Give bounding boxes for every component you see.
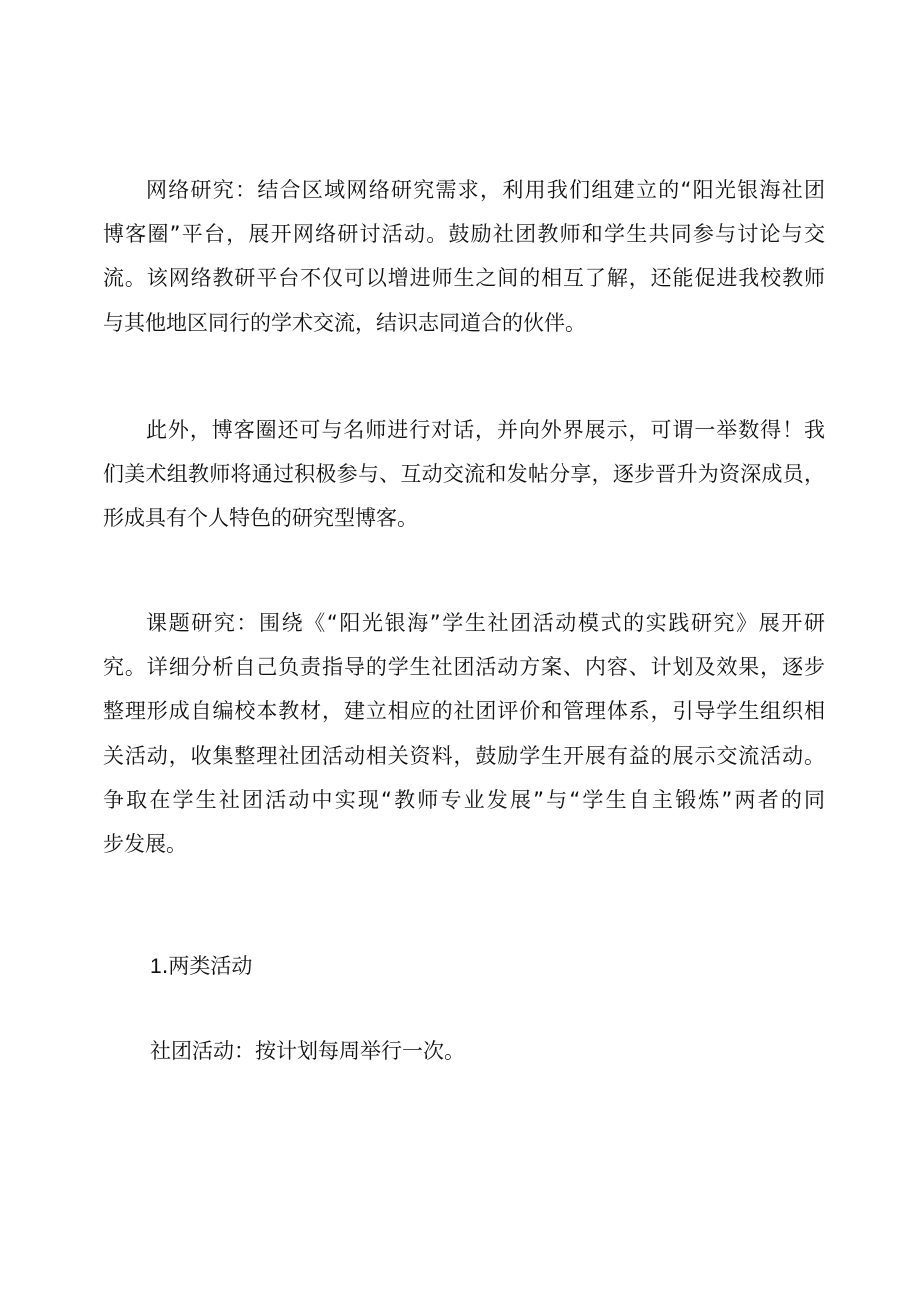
- paragraph-line: 流。该网络教研平台不仅可以增进师生之间的相互了解，还能促进我校教师: [103, 266, 825, 291]
- paragraph-line: 们美术组教师将通过积极参与、互动交流和发帖分享，逐步晋升为资深成员，: [103, 462, 825, 487]
- section-number-dot: .: [161, 954, 169, 978]
- paragraph-line: 此外，博客圈还可与名师进行对话，并向外界展示，可谓一举数得！我: [146, 418, 825, 442]
- paragraph-blog-circle: [103, 408, 825, 541]
- paragraph-line: 与其他地区同行的学术交流，结识志同道合的伙伴。: [103, 310, 586, 335]
- paragraph-network-research: [103, 168, 825, 345]
- section-title: 两类活动: [168, 954, 253, 978]
- paragraph-line: 形成具有个人特色的研究型博客。: [103, 506, 418, 531]
- paragraph-line: 争取在学生社团活动中实现“教师专业发展”与“学生自主锻炼”两者的同: [103, 787, 825, 812]
- paragraph-line: 关活动，收集整理社团活动相关资料，鼓励学生开展有益的展示交流活动。: [103, 743, 825, 768]
- paragraph-line: 网络研究：结合区域网络研究需求，利用我们组建立的“阳光银海社团: [146, 178, 825, 202]
- section-number: 1: [150, 955, 162, 978]
- paragraph-line: 整理形成自编校本教材，建立相应的社团评价和管理体系，引导学生组织相: [103, 699, 825, 724]
- paragraph-topic-research: [103, 601, 825, 866]
- section-heading: [150, 948, 252, 985]
- paragraph-line: 步发展。: [103, 832, 187, 857]
- paragraph-line: 博客圈”平台，展开网络研讨活动。鼓励社团教师和学生共同参与讨论与交: [103, 222, 825, 247]
- activity-line: 社团活动：按计划每周举行一次。: [150, 1039, 465, 1063]
- paragraph-line: 究。详细分析自己负责指导的学生社团活动方案、内容、计划及效果，逐步: [103, 655, 825, 680]
- paragraph-line: 课题研究：围绕《“阳光银海”学生社团活动模式的实践研究》展开研: [146, 611, 825, 635]
